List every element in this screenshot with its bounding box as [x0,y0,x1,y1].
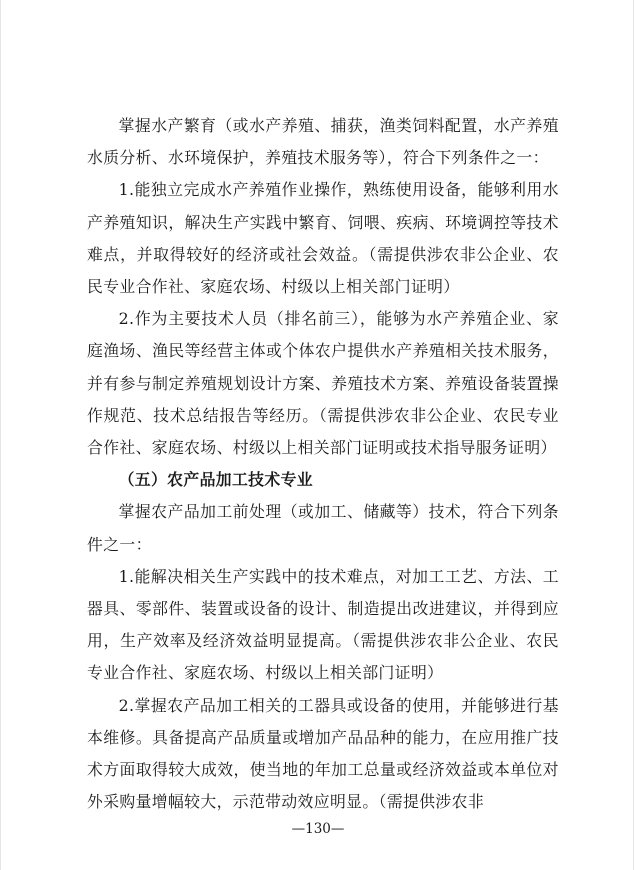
paragraph-aquaculture-intro: 掌握水产繁育（或水产养殖、捕获，渔类饲料配置，水产养殖水质分析、水环境保护，养殖技术服务等），符合下列条件之一： [87,116,559,168]
page-number: —130— [291,821,345,837]
paragraph-aquaculture-condition-1: 1.能独立完成水产养殖作业操作，熟练使用设备，能够利用水产养殖知识，解决生产实践中繁育、饲喂、疾病、环境调控等技术难点，并取得较好的经济或社会效益。（需提供涉农非公企业、农民专业合作社、家庭农场、村级以上相关部门证明） [87,180,559,297]
paragraph-aquaculture-condition-2: 2.作为主要技术人员（排名前三），能够为水产养殖企业、家庭渔场、渔民等经营主体或个体农户提供水产养殖相关技术服务，并有参与制定养殖规划设计方案、养殖技术方案、养殖设备装置操作规范、技术总结报告等经历。（需提供涉农非公企业、农民专业合作社、家庭农场、村级以上相关部门证明或技术指导服务证明） [87,309,559,458]
paragraph-processing-condition-2: 2.掌握农产品加工相关的工器具或设备的使用，并能够进行基本维修。具备提高产品质量或增加产品品种的能力，在应用推广技术方面取得较大成效，使当地的年加工总量或经济效益或本单位对外采购量增幅较大，示范带动效应明显。（需提供涉农非 [87,695,559,812]
paragraph-processing-intro: 掌握农产品加工前处理（或加工、储藏等）技术，符合下列条件之一： [87,502,559,554]
body-text [87,110,559,818]
paragraph-processing-condition-1: 1.能解决相关生产实践中的技术难点，对加工工艺、方法、工器具、零部件、装置或设备的设计、制造提出改进建议，并得到应用，生产效率及经济效益明显提高。（需提供涉农非公企业、农民专业合作社、家庭农场、村级以上相关部门证明） [87,566,559,683]
section-heading-agri-processing: （五）农产品加工技术专业 [118,470,313,490]
